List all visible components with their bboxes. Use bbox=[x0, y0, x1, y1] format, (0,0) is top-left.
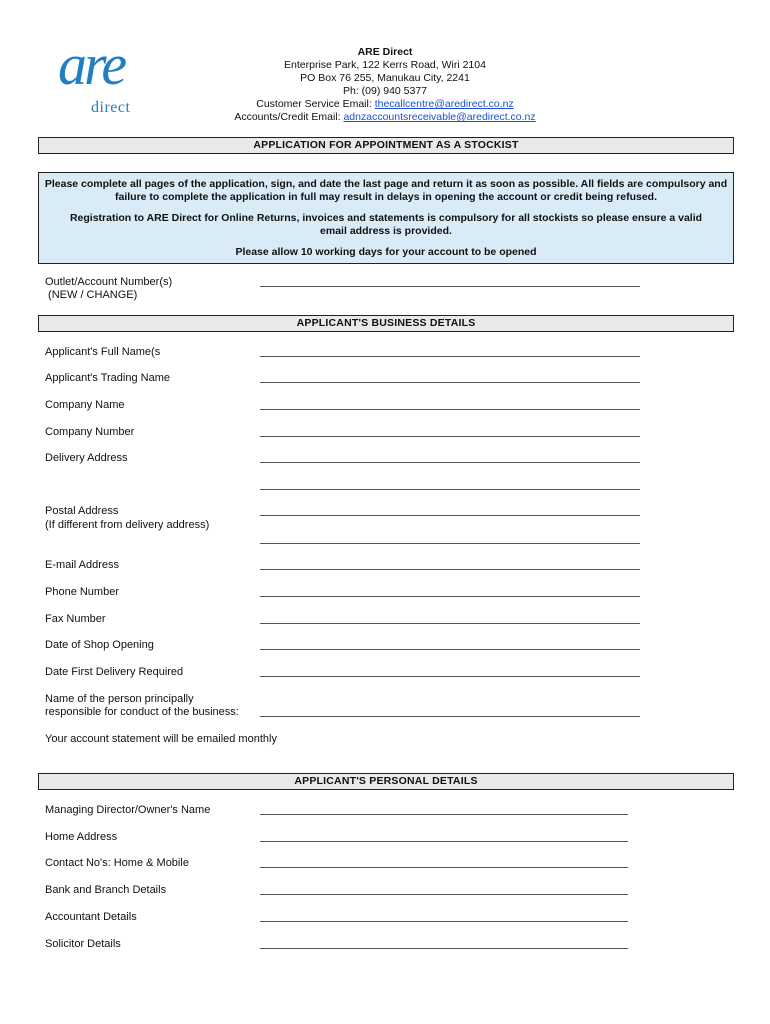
outlet-account-field[interactable] bbox=[260, 286, 640, 287]
home-address-field[interactable] bbox=[260, 841, 628, 842]
statement-note: Your account statement will be emailed monthly bbox=[45, 733, 277, 745]
company-name-field[interactable] bbox=[260, 409, 640, 410]
responsible-person-label-line1: Name of the person principally bbox=[45, 693, 194, 705]
trading-name-field[interactable] bbox=[260, 382, 640, 383]
phone-number: Ph: (09) 940 5377 bbox=[342, 85, 428, 97]
first-delivery-label: Date First Delivery Required bbox=[45, 666, 184, 678]
logo-direct-text: direct bbox=[91, 99, 131, 116]
solicitor-details-label: Solicitor Details bbox=[45, 938, 121, 950]
accountant-details-field[interactable] bbox=[260, 921, 628, 922]
contact-numbers-label: Contact No's: Home & Mobile bbox=[45, 857, 189, 869]
accountant-details-label: Accountant Details bbox=[45, 911, 137, 923]
postal-address-note: (If different from delivery address) bbox=[45, 519, 210, 531]
business-details-heading: APPLICANT'S BUSINESS DETAILS bbox=[38, 315, 734, 332]
delivery-address-field-line1[interactable] bbox=[260, 462, 640, 463]
responsible-person-label-line2: responsible for conduct of the business: bbox=[45, 706, 239, 718]
postal-address-field-line2[interactable] bbox=[260, 543, 640, 544]
customer-service-email-line bbox=[200, 98, 570, 111]
full-name-label: Applicant's Full Name(s bbox=[45, 346, 161, 358]
first-delivery-field[interactable] bbox=[260, 676, 640, 677]
phone-number-field[interactable] bbox=[260, 596, 640, 597]
notice-paragraph-working-days: Please allow 10 working days for your account to be opened bbox=[235, 246, 537, 258]
notice-paragraph-complete: Please complete all pages of the application, sign, and date the last page and return it as soon as possible. All fields are compulsory and failure to complete the application in full may result in delays in opening the account or credit being refused. bbox=[44, 178, 728, 203]
fax-number-label: Fax Number bbox=[45, 613, 106, 625]
fax-number-field[interactable] bbox=[260, 623, 640, 624]
full-name-field[interactable] bbox=[260, 356, 640, 357]
customer-service-email-label: Customer Service Email: bbox=[256, 98, 375, 110]
director-name-field[interactable] bbox=[260, 814, 628, 815]
company-number-field[interactable] bbox=[260, 436, 640, 437]
accounts-email-line bbox=[200, 111, 570, 124]
po-box-address: PO Box 76 255, Manukau City, 2241 bbox=[300, 72, 470, 84]
company-header bbox=[200, 46, 570, 124]
shop-opening-field[interactable] bbox=[260, 649, 640, 650]
customer-service-email-link[interactable]: thecallcentre@aredirect.co.nz bbox=[374, 98, 514, 110]
bank-details-label: Bank and Branch Details bbox=[45, 884, 167, 896]
outlet-account-label-line1: Outlet/Account Number(s) bbox=[45, 276, 173, 288]
notice-paragraph-registration: Registration to ARE Direct for Online Returns, invoices and statements is compulsory for all stockists so please ensure a valid email address is provided. bbox=[69, 212, 703, 237]
company-number-label: Company Number bbox=[45, 426, 135, 438]
postal-address-label: Postal Address bbox=[45, 505, 119, 517]
solicitor-details-field[interactable] bbox=[260, 948, 628, 949]
accounts-email-label: Accounts/Credit Email: bbox=[234, 111, 344, 123]
home-address-label: Home Address bbox=[45, 831, 118, 843]
logo-are-text: are bbox=[58, 32, 125, 97]
director-name-label: Managing Director/Owner's Name bbox=[45, 804, 211, 816]
delivery-address-field-line2[interactable] bbox=[260, 489, 640, 490]
street-address: Enterprise Park, 122 Kerrs Road, Wiri 2104 bbox=[284, 59, 486, 71]
trading-name-label: Applicant's Trading Name bbox=[45, 372, 170, 384]
outlet-account-row bbox=[45, 276, 645, 306]
accounts-email-link[interactable]: adnzaccountsreceivable@aredirect.co.nz bbox=[343, 111, 536, 123]
responsible-person-field[interactable] bbox=[260, 716, 640, 717]
outlet-account-label bbox=[45, 276, 260, 302]
form-title: APPLICATION FOR APPOINTMENT AS A STOCKIST bbox=[38, 137, 734, 154]
email-address-label: E-mail Address bbox=[45, 559, 119, 571]
personal-details-heading: APPLICANT'S PERSONAL DETAILS bbox=[38, 773, 734, 790]
email-address-field[interactable] bbox=[260, 569, 640, 570]
company-name-label: Company Name bbox=[45, 399, 125, 411]
phone-number-label: Phone Number bbox=[45, 586, 119, 598]
contact-numbers-field[interactable] bbox=[260, 867, 628, 868]
company-name: ARE Direct bbox=[357, 46, 413, 58]
postal-address-field-line1[interactable] bbox=[260, 515, 640, 516]
are-direct-logo bbox=[58, 32, 173, 124]
shop-opening-label: Date of Shop Opening bbox=[45, 639, 154, 651]
bank-details-field[interactable] bbox=[260, 894, 628, 895]
instructions-notice bbox=[38, 172, 734, 264]
delivery-address-label: Delivery Address bbox=[45, 452, 128, 464]
outlet-account-label-line2: (NEW / CHANGE) bbox=[45, 289, 138, 301]
